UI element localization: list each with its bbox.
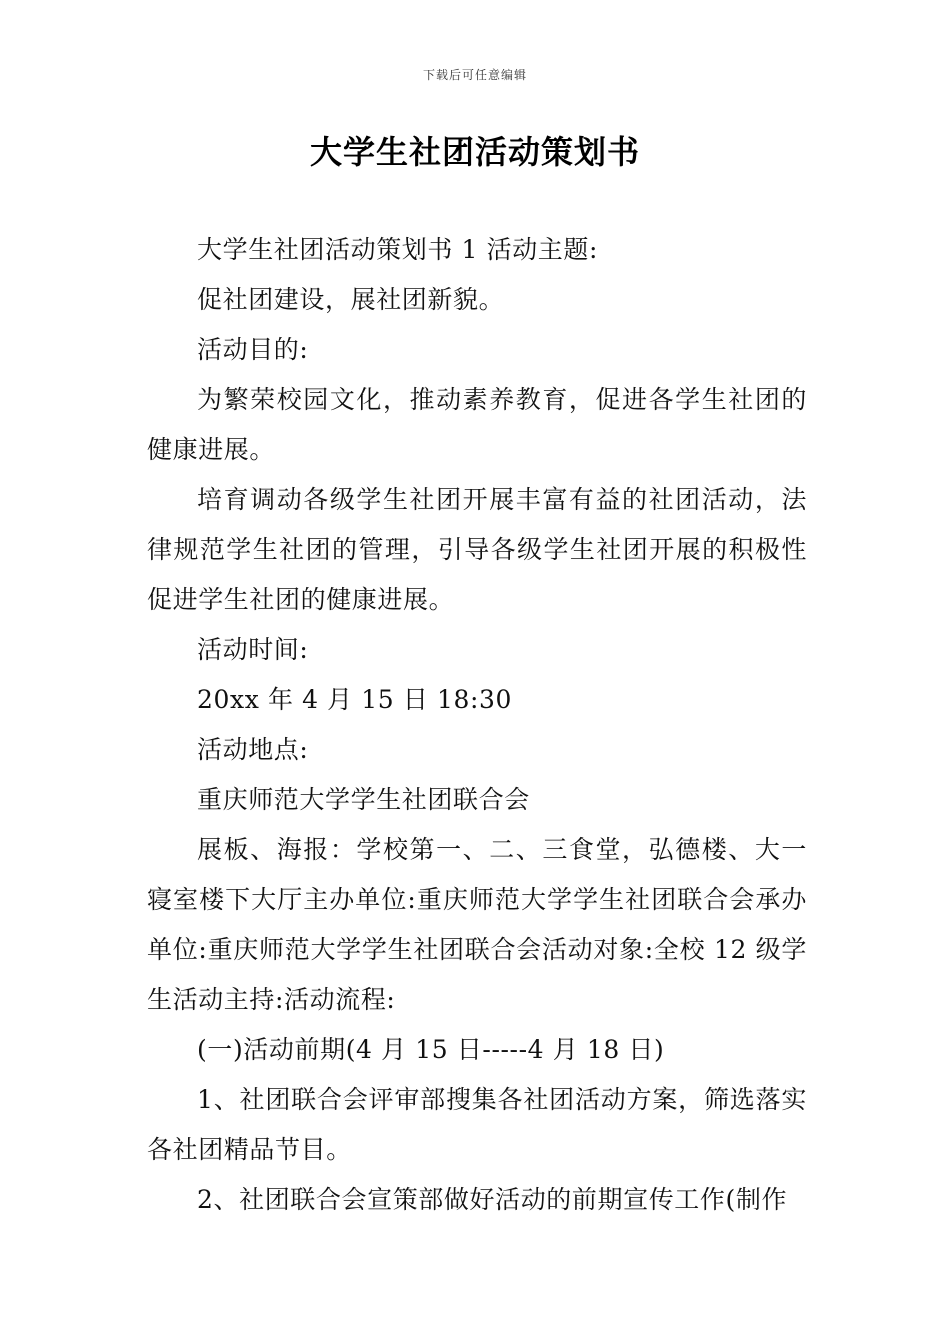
paragraph-step-2: 2、社团联合会宣策部做好活动的前期宣传工作(制作 <box>197 1185 788 1214</box>
paragraph-purpose-1: 为繁荣校园文化，推动素养教育，促进各学生社团的健康进展。 <box>147 385 807 464</box>
paragraph-purpose-2: 培育调动各级学生社团开展丰富有益的社团活动，法律规范学生社团的管理，引导各级学生社团开展的积极性促进学生社团的健康进展。 <box>147 485 807 614</box>
paragraph-organizers: 展板、海报：学校第一、二、三食堂，弘德楼、大一寝室楼下大厅主办单位:重庆师范大学学生社团联合会承办单位:重庆师范大学学生社团联合会活动对象:全校 12 级学生活动主持:活动流程: <box>147 835 807 1014</box>
paragraph-purpose-heading: 活动目的: <box>197 335 309 364</box>
paragraph-location: 重庆师范大学学生社团联合会 <box>197 785 530 814</box>
paragraph-time-heading: 活动时间: <box>197 635 309 664</box>
paragraph-step-1: 1、社团联合会评审部搜集各社团活动方案，筛选落实各社团精品节目。 <box>147 1085 807 1164</box>
paragraph-time: 20xx 年 4 月 15 日 18:30 <box>197 685 513 714</box>
paragraph-theme-heading: 大学生社团活动策划书 1 活动主题: <box>197 235 599 264</box>
document-title: 大学生社团活动策划书 <box>309 133 640 171</box>
document-body <box>147 225 807 1225</box>
header-note: 下载后可任意编辑 <box>422 68 527 82</box>
paragraph-theme: 促社团建设，展社团新貌。 <box>197 285 505 314</box>
paragraph-location-heading: 活动地点: <box>197 735 309 764</box>
paragraph-phase-heading: (一)活动前期(4 月 15 日-----4 月 18 日) <box>197 1035 665 1064</box>
